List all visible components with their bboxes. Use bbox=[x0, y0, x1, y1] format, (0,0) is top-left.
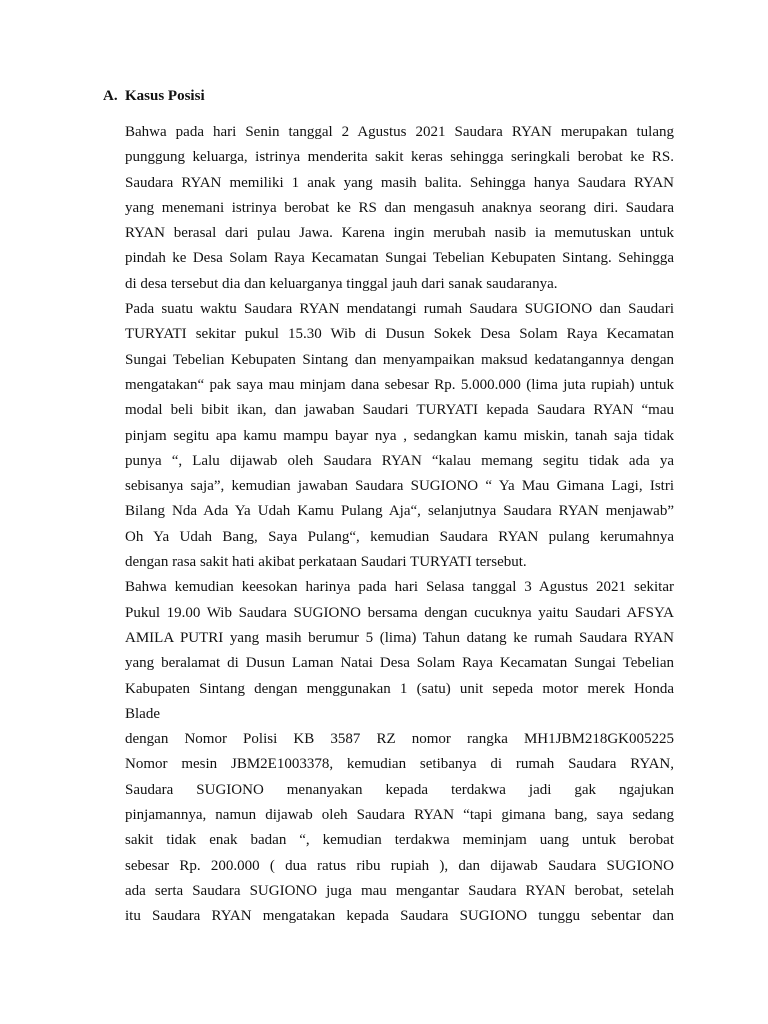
text-line: Bahwa kemudian keesokan harinya pada hari Selasa tanggal 3 Agustus 2021 sekitar bbox=[125, 579, 674, 596]
text-line: Bilang Nda Ada Ya Udah Kamu Pulang Aja“, selanjutnya Saudara RYAN menjawab” bbox=[125, 503, 674, 520]
text-line: Nomor mesin JBM2E1003378, kemudian setibanya di rumah Saudara RYAN, bbox=[125, 756, 674, 773]
text-line: sebisanya saja”, kemudian jawaban Saudara SUGIONO “ Ya Mau Gimana Lagi, Istri bbox=[125, 478, 674, 495]
text-line: di desa tersebut dia dan keluarganya tinggal jauh dari sanak saudaranya. bbox=[125, 275, 558, 292]
text-line: Bahwa pada hari Senin tanggal 2 Agustus 2021 Saudara RYAN merupakan tulang bbox=[125, 124, 674, 140]
body-text bbox=[125, 120, 674, 930]
text-line: Pada suatu waktu Saudara RYAN mendatangi rumah Saudara SUGIONO dan Saudari bbox=[125, 301, 674, 318]
text-line: yang beralamat di Dusun Laman Natai Desa Solam Raya Kecamatan Sungai Tebelian bbox=[125, 655, 674, 672]
text-line: ada serta Saudara SUGIONO juga mau mengantar Saudara RYAN berobat, setelah bbox=[125, 882, 674, 899]
text-line: sakit tidak enak badan “, kemudian terdakwa meminjam uang untuk berobat bbox=[125, 832, 674, 849]
text-line: dengan rasa sakit hati akibat perkataan Saudari TURYATI tersebut. bbox=[125, 554, 527, 571]
text-line: Sungai Tebelian Kebupaten Sintang dan menyampaikan maksud kedatangannya dengan bbox=[125, 351, 674, 368]
text-line: pindah ke Desa Solam Raya Kecamatan Sungai Tebelian Kebupaten Sintang. Sehingga bbox=[125, 250, 674, 267]
text-line: Kabupaten Sintang dengan menggunakan 1 (satu) unit sepeda motor merek Honda bbox=[125, 680, 674, 697]
text-line: Oh Ya Udah Bang, Saya Pulang“, kemudian Saudara RYAN pulang kerumahnya bbox=[125, 528, 674, 545]
text-line: dengan Nomor Polisi KB 3587 RZ nomor rangka MH1JBM218GK005225 bbox=[125, 731, 674, 748]
section-letter: A. bbox=[103, 88, 118, 104]
text-line: pinjamannya, namun dijawab oleh Saudara RYAN “tapi gimana bang, saya sedang bbox=[125, 807, 674, 824]
text-line: TURYATI sekitar pukul 15.30 Wib di Dusun Sokek Desa Solam Raya Kecamatan bbox=[125, 326, 674, 343]
text-line: mengatakan“ pak saya mau minjam dana sebesar Rp. 5.000.000 (lima juta rupiah) untuk bbox=[125, 376, 674, 393]
text-line: punggung keluarga, istrinya menderita sakit keras sehingga seringkali berobat ke RS. bbox=[125, 149, 674, 166]
text-line: Saudara SUGIONO menanyakan kepada terdakwa jadi gak ngajukan bbox=[125, 781, 674, 798]
text-line: RYAN berasal dari pulau Jawa. Karena ingin merubah nasib ia memutuskan untuk bbox=[125, 225, 674, 242]
section-heading bbox=[103, 86, 205, 106]
text-line: yang menemani istrinya berobat ke RS dan mengasuh anaknya seorang diri. Saudara bbox=[125, 199, 674, 216]
text-line: Saudara RYAN memiliki 1 anak yang masih balita. Sehingga hanya Saudara RYAN bbox=[125, 174, 674, 191]
text-line: Pukul 19.00 Wib Saudara SUGIONO bersama dengan cucuknya yaitu Saudari AFSYA bbox=[125, 604, 674, 621]
text-line: sebesar Rp. 200.000 ( dua ratus ribu rupiah ), dan dijawab Saudara SUGIONO bbox=[125, 857, 674, 874]
section-title: Kasus Posisi bbox=[125, 88, 205, 104]
text-line: modal beli bibit ikan, dan jawaban Saudari TURYATI kepada Saudara RYAN “mau bbox=[125, 402, 674, 419]
text-line: Blade bbox=[125, 705, 160, 722]
text-line: itu Saudara RYAN mengatakan kepada Saudara SUGIONO tunggu sebentar dan bbox=[125, 908, 674, 925]
text-line: AMILA PUTRI yang masih berumur 5 (lima) Tahun datang ke rumah Saudara RYAN bbox=[125, 629, 674, 646]
text-line: punya “, Lalu dijawab oleh Saudara RYAN “kalau memang segitu tidak ada ya bbox=[125, 452, 674, 469]
text-line: pinjam segitu apa kamu mampu bayar nya , sedangkan kamu miskin, tanah saja tidak bbox=[125, 427, 674, 444]
